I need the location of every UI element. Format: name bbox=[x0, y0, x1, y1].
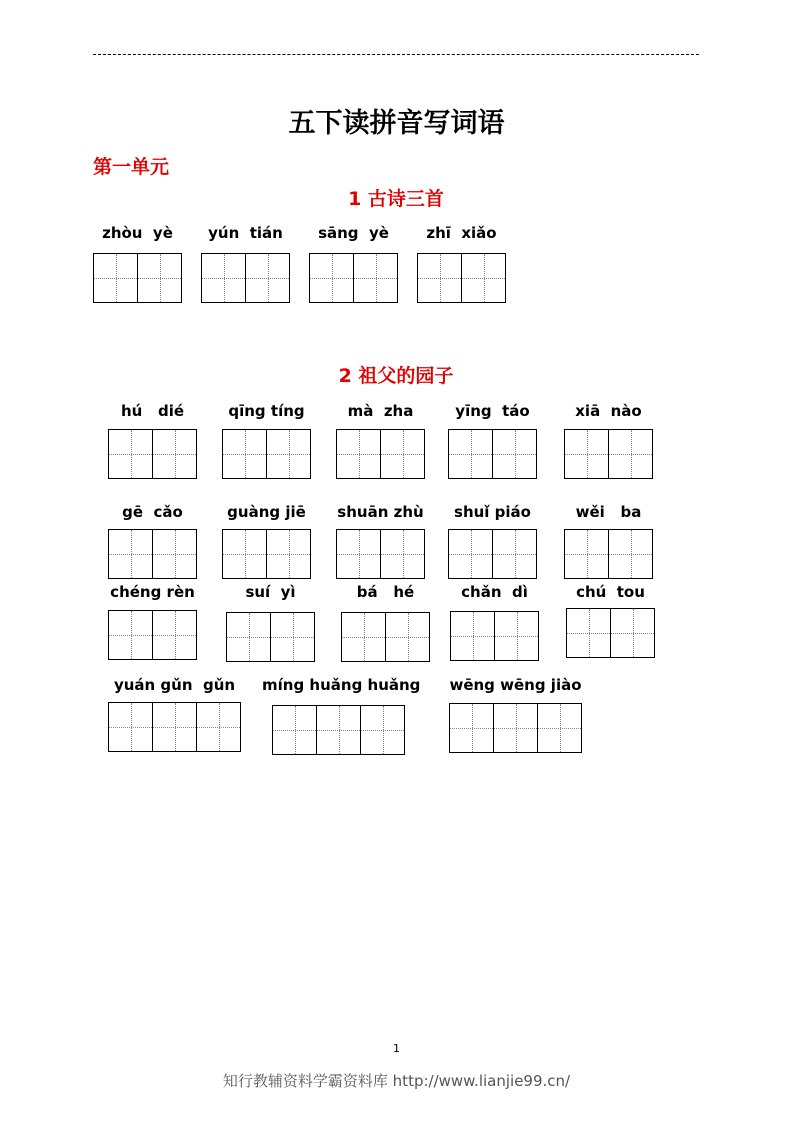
tian-zi-ge-cell[interactable] bbox=[380, 429, 425, 479]
tian-zi-ge-cell[interactable] bbox=[494, 611, 539, 661]
writing-grid bbox=[309, 253, 398, 303]
tian-zi-ge-cell[interactable] bbox=[226, 612, 271, 662]
writing-grid bbox=[341, 612, 430, 662]
tian-zi-ge-cell[interactable] bbox=[152, 529, 197, 579]
writing-grid bbox=[108, 702, 241, 752]
writing-grid bbox=[564, 429, 653, 479]
pinyin-label: guàng jiē bbox=[227, 503, 306, 521]
writing-grid bbox=[449, 703, 582, 753]
tian-zi-ge-cell[interactable] bbox=[336, 529, 381, 579]
writing-grid bbox=[448, 529, 537, 579]
tian-zi-ge-cell[interactable] bbox=[564, 529, 609, 579]
footer-watermark: 知行教辅资料学霸资料库 http://www.lianjie99.cn/ bbox=[222, 1072, 571, 1090]
tian-zi-ge-cell[interactable] bbox=[492, 529, 537, 579]
tian-zi-ge-cell[interactable] bbox=[450, 611, 495, 661]
pinyin-label: gē cǎo bbox=[122, 503, 183, 521]
tian-zi-ge-cell[interactable] bbox=[196, 702, 241, 752]
tian-zi-ge-cell[interactable] bbox=[108, 702, 153, 752]
writing-grid bbox=[93, 253, 182, 303]
writing-grid bbox=[566, 608, 655, 658]
tian-zi-ge-cell[interactable] bbox=[493, 703, 538, 753]
pinyin-label: yīng táo bbox=[455, 402, 530, 420]
writing-grid bbox=[222, 529, 311, 579]
pinyin-label: sāng yè bbox=[318, 224, 389, 242]
pinyin-label: míng huǎng huǎng bbox=[262, 676, 421, 694]
tian-zi-ge-cell[interactable] bbox=[608, 429, 653, 479]
tian-zi-ge-cell[interactable] bbox=[492, 429, 537, 479]
pinyin-label: shuǐ piáo bbox=[454, 503, 531, 521]
lesson-heading-1: 1 古诗三首 bbox=[348, 188, 444, 210]
tian-zi-ge-cell[interactable] bbox=[222, 529, 267, 579]
tian-zi-ge-cell[interactable] bbox=[449, 703, 494, 753]
writing-grid bbox=[108, 529, 197, 579]
tian-zi-ge-cell[interactable] bbox=[245, 253, 290, 303]
writing-grid bbox=[336, 529, 425, 579]
tian-zi-ge-cell[interactable] bbox=[385, 612, 430, 662]
tian-zi-ge-cell[interactable] bbox=[137, 253, 182, 303]
tian-zi-ge-cell[interactable] bbox=[610, 608, 655, 658]
pinyin-label: xiā nào bbox=[575, 402, 642, 420]
tian-zi-ge-cell[interactable] bbox=[353, 253, 398, 303]
tian-zi-ge-cell[interactable] bbox=[93, 253, 138, 303]
tian-zi-ge-cell[interactable] bbox=[336, 429, 381, 479]
writing-grid bbox=[272, 705, 405, 755]
writing-grid bbox=[448, 429, 537, 479]
writing-grid bbox=[336, 429, 425, 479]
tian-zi-ge-cell[interactable] bbox=[360, 705, 405, 755]
pinyin-label: bá hé bbox=[356, 583, 415, 601]
pinyin-label: zhī xiǎo bbox=[426, 224, 497, 242]
writing-grid bbox=[417, 253, 506, 303]
tian-zi-ge-cell[interactable] bbox=[266, 429, 311, 479]
tian-zi-ge-cell[interactable] bbox=[448, 529, 493, 579]
writing-grid bbox=[201, 253, 290, 303]
page-title: 五下读拼音写词语 bbox=[288, 108, 505, 139]
tian-zi-ge-cell[interactable] bbox=[266, 529, 311, 579]
tian-zi-ge-cell[interactable] bbox=[309, 253, 354, 303]
tian-zi-ge-cell[interactable] bbox=[537, 703, 582, 753]
pinyin-label: wēng wēng jiào bbox=[449, 676, 582, 694]
writing-grid bbox=[222, 429, 311, 479]
tian-zi-ge-cell[interactable] bbox=[108, 610, 153, 660]
writing-grid bbox=[450, 611, 539, 661]
pinyin-label: yún tián bbox=[208, 224, 283, 242]
writing-grid bbox=[108, 610, 197, 660]
writing-grid bbox=[226, 612, 315, 662]
tian-zi-ge-cell[interactable] bbox=[152, 610, 197, 660]
tian-zi-ge-cell[interactable] bbox=[448, 429, 493, 479]
tian-zi-ge-cell[interactable] bbox=[564, 429, 609, 479]
tian-zi-ge-cell[interactable] bbox=[152, 702, 197, 752]
tian-zi-ge-cell[interactable] bbox=[201, 253, 246, 303]
pinyin-label: chǎn dì bbox=[461, 583, 528, 601]
pinyin-label: mà zha bbox=[347, 402, 414, 420]
pinyin-label: yuán gǔn gǔn bbox=[113, 676, 236, 694]
pinyin-label: chú tou bbox=[576, 583, 645, 601]
tian-zi-ge-cell[interactable] bbox=[566, 608, 611, 658]
tian-zi-ge-cell[interactable] bbox=[222, 429, 267, 479]
pinyin-label: zhòu yè bbox=[102, 224, 173, 242]
tian-zi-ge-cell[interactable] bbox=[152, 429, 197, 479]
tian-zi-ge-cell[interactable] bbox=[341, 612, 386, 662]
tian-zi-ge-cell[interactable] bbox=[461, 253, 506, 303]
writing-grid bbox=[108, 429, 197, 479]
tian-zi-ge-cell[interactable] bbox=[108, 429, 153, 479]
tian-zi-ge-cell[interactable] bbox=[272, 705, 317, 755]
lesson-heading-2: 2 祖父的园子 bbox=[338, 365, 454, 387]
pinyin-label: chéng rèn bbox=[110, 583, 195, 601]
pinyin-label: wěi ba bbox=[575, 503, 642, 521]
pinyin-label: hú dié bbox=[120, 402, 185, 420]
unit-heading: 第一单元 bbox=[93, 156, 170, 178]
tian-zi-ge-cell[interactable] bbox=[417, 253, 462, 303]
top-dashed-rule bbox=[93, 54, 699, 55]
tian-zi-ge-cell[interactable] bbox=[270, 612, 315, 662]
writing-grid bbox=[564, 529, 653, 579]
tian-zi-ge-cell[interactable] bbox=[108, 529, 153, 579]
tian-zi-ge-cell[interactable] bbox=[608, 529, 653, 579]
pinyin-label: shuān zhù bbox=[337, 503, 424, 521]
pinyin-label: qīng tíng bbox=[228, 402, 305, 420]
tian-zi-ge-cell[interactable] bbox=[316, 705, 361, 755]
tian-zi-ge-cell[interactable] bbox=[380, 529, 425, 579]
pinyin-label: suí yì bbox=[245, 583, 296, 601]
page-number: 1 bbox=[393, 1042, 400, 1055]
